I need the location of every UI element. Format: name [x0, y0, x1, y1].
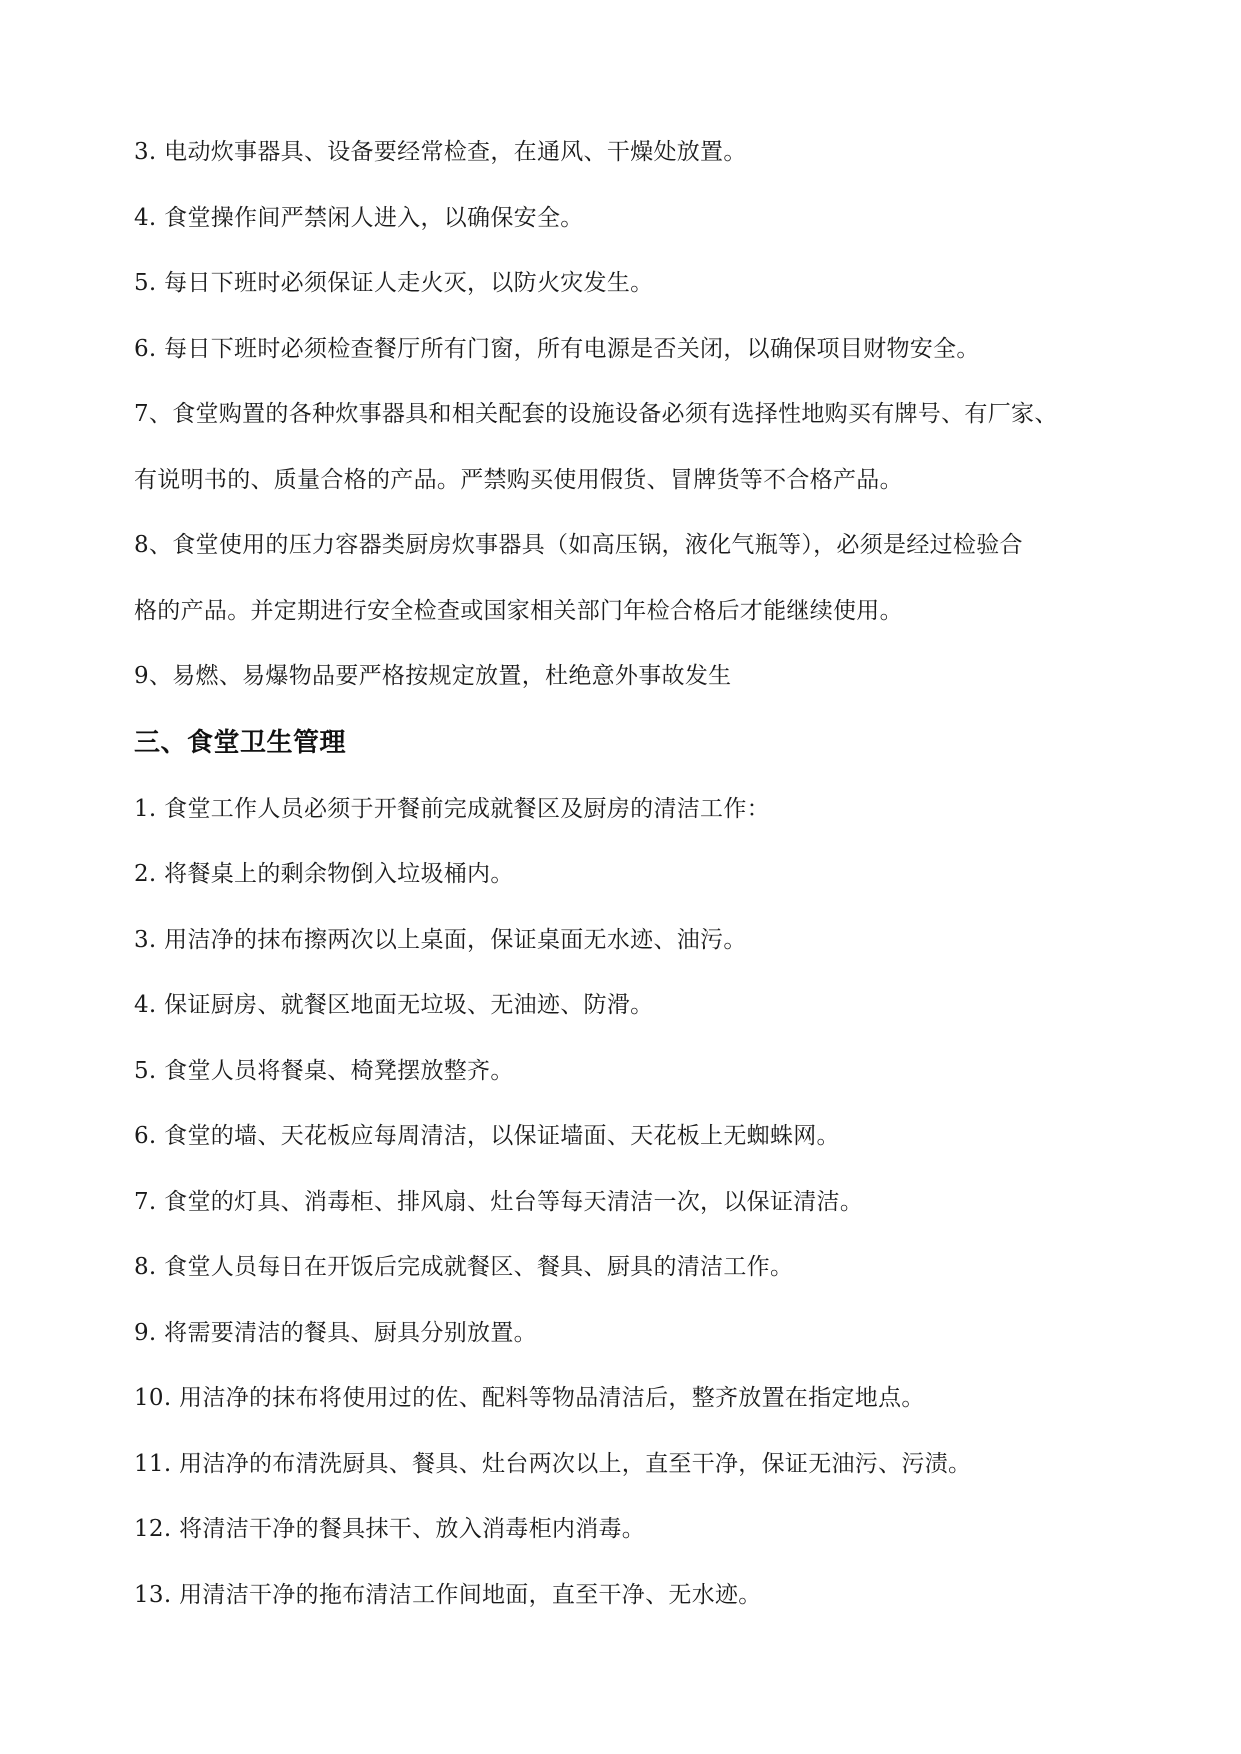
paragraph-item-9: 9、易燃、易爆物品要严格按规定放置，杜绝意外事故发生 [134, 663, 732, 689]
hygiene-item-6: 6. 食堂的墙、天花板应每周清洁，以保证墙面、天花板上无蜘蛛网。 [134, 1123, 840, 1149]
paragraph-item-8-line-2: 格的产品。并定期进行安全检查或国家相关部门年检合格后才能继续使用。 [134, 597, 903, 624]
hygiene-item-2: 2. 将餐桌上的剩余物倒入垃圾桶内。 [134, 861, 514, 887]
paragraph-item-6: 6. 每日下班时必须检查餐厅所有门窗，所有电源是否关闭，以确保项目财物安全。 [134, 335, 980, 362]
hygiene-item-3: 3. 用洁净的抹布擦两次以上桌面，保证桌面无水迹、油污。 [134, 926, 747, 953]
section-heading-hygiene: 三、食堂卫生管理 [134, 727, 347, 758]
paragraph-item-5: 5. 每日下班时必须保证人走火灭，以防火灾发生。 [134, 270, 654, 296]
hygiene-item-8: 8. 食堂人员每日在开饭后完成就餐区、餐具、厨具的清洁工作。 [134, 1254, 794, 1280]
hygiene-item-12: 12. 将清洁干净的餐具抹干、放入消毒柜内消毒。 [134, 1516, 646, 1542]
hygiene-item-5: 5. 食堂人员将餐桌、椅凳摆放整齐。 [134, 1057, 514, 1084]
paragraph-item-3: 3. 电动炊事器具、设备要经常检查，在通风、干燥处放置。 [134, 139, 747, 165]
paragraph-item-7-line-1: 7、食堂购置的各种炊事器具和相关配套的设施设备必须有选择性地购买有牌号、有厂家、 [134, 401, 1058, 427]
paragraph-item-7-line-2: 有说明书的、质量合格的产品。严禁购买使用假货、冒牌货等不合格产品。 [134, 466, 903, 493]
paragraph-item-4: 4. 食堂操作间严禁闲人进入，以确保安全。 [134, 204, 584, 231]
paragraph-item-8-line-1: 8、食堂使用的压力容器类厨房炊事器具（如高压锅，液化气瓶等），必须是经过检验合 [134, 532, 1023, 558]
document-content [134, 120, 1114, 1628]
hygiene-item-4: 4. 保证厨房、就餐区地面无垃圾、无油迹、防滑。 [134, 992, 654, 1018]
hygiene-item-10: 10. 用洁净的抹布将使用过的佐、配料等物品清洁后，整齐放置在指定地点。 [134, 1385, 925, 1411]
hygiene-item-1: 1. 食堂工作人员必须于开餐前完成就餐区及厨房的清洁工作： [134, 795, 770, 822]
hygiene-item-9: 9. 将需要清洁的餐具、厨具分别放置。 [134, 1319, 537, 1346]
hygiene-item-7: 7. 食堂的灯具、消毒柜、排风扇、灶台等每天清洁一次，以保证清洁。 [134, 1188, 864, 1215]
hygiene-item-13: 13. 用清洁干净的拖布清洁工作间地面，直至干净、无水迹。 [134, 1581, 762, 1608]
hygiene-item-11: 11. 用洁净的布清洗厨具、餐具、灶台两次以上，直至干净，保证无油污、污渍。 [134, 1450, 972, 1477]
